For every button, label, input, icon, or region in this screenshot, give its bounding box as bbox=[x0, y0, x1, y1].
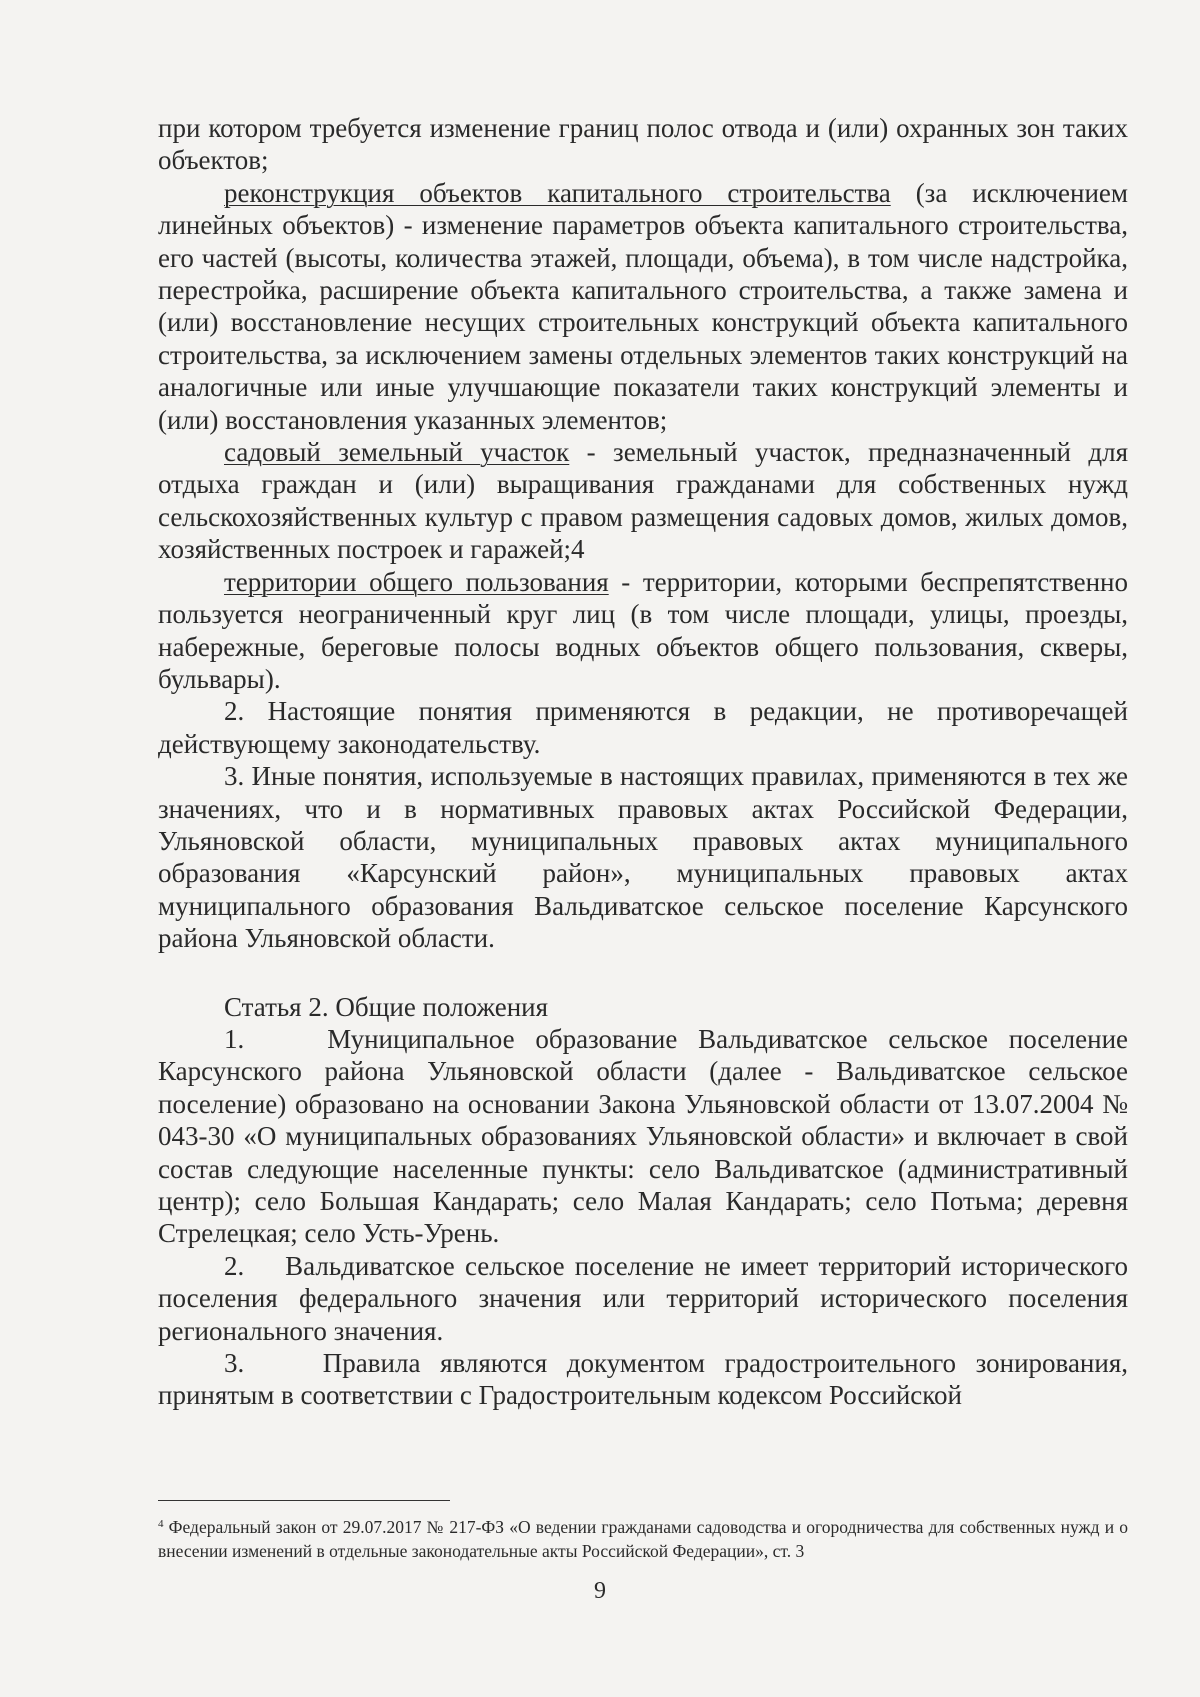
definition-public-territories bbox=[158, 566, 1128, 696]
footnote-marker: 4 bbox=[158, 1518, 164, 1530]
paragraph-continuation: при котором требуется изменение границ полос отвода и (или) охранных зон таких объектов; bbox=[158, 113, 1128, 176]
term-garden-plot: садовый земельный участок bbox=[224, 437, 570, 468]
clause-3: 3. Иные понятия, используемые в настоящих правилах, применяются в тех же значениях, что и в нормативных правовых актах Российской Федерации, Ульяновской области, муниципальных правовых актах муниципального образования «Карсунский район», муниципальных правовых актах муниципального образования Вальдиватское сельское поселение Карсунского района Ульяновской области. bbox=[158, 761, 1128, 954]
footnote-reference[interactable]: 4 bbox=[571, 534, 585, 565]
article-heading: Статья 2. Общие положения bbox=[224, 991, 549, 1022]
footnote bbox=[158, 1512, 1128, 1563]
term-public-territories: территории общего пользования bbox=[224, 566, 609, 597]
definition-garden-plot-text: - земельный участок, предназначенный для отдыха граждан и (или) выращивания гражданами для собственных нужд сельскохозяйственных культур с правом размещения садовых домов, жилых домов, хозяйственных построек и гаражей; bbox=[158, 437, 1128, 565]
definition-reconstruction-text: (за исключением линейных объектов) - изменение параметров объекта капитального строительства, его частей (высоты, количества этажей, площади, объема), в том числе надстройка, перестройка, расширение объекта капитального строительства, а также замена и (или) восстановление несущих строительных конструкций объекта капитального строительства, за исключением замены отдельных элементов таких конструкций на аналогичные или иные улучшающие показатели таких конструкций элементы и (или) восстановления указанных элементов; bbox=[158, 177, 1128, 435]
footnote-text: Федеральный закон от 29.07.2017 № 217-ФЗ «О ведении гражданами садоводства и огородничества для собственных нужд и о внесении изменений в отдельные законодательные акты Российской Федерации», ст. 3 bbox=[158, 1517, 1128, 1561]
clause-2: 2. Настоящие понятия применяются в редакции, не противоречащей действующему законодательству. bbox=[158, 696, 1128, 759]
definition-garden-plot bbox=[158, 436, 1128, 566]
section-gap bbox=[158, 955, 1128, 991]
article-2-clause-3: 3. Правила являются документом градостроительного зонирования, принятым в соответствии с Градостроительным кодексом Российской bbox=[158, 1348, 1128, 1411]
term-reconstruction: реконструкция объектов капитального строительства bbox=[224, 177, 891, 208]
article-2-clause-2: 2. Вальдиватское сельское поселение не имеет территорий исторического поселения федерального значения или территорий исторического поселения регионального значения. bbox=[158, 1250, 1128, 1346]
article-2-clause-1: 1. Муниципальное образование Вальдиватское сельское поселение Карсунского района Ульяновской области (далее - Вальдиватское сельское поселение) образовано на основании Закона Ульяновской области от 13.07.2004 № 043-30 «О муниципальных образованиях Ульяновской области» и включает в свой состав следующие населенные пункты: село Вальдиватское (административный центр); село Большая Кандарать; село Малая Кандарать; село Потьма; деревня Стрелецкая; село Усть-Урень. bbox=[158, 1023, 1128, 1249]
definition-public-territories-text: - территории, которыми беспрепятственно пользуется неограниченный круг лиц (в том числе площади, улицы, проезды, набережные, береговые полосы водных объектов общего пользования, скверы, бульвары). bbox=[158, 566, 1128, 694]
footnote-separator bbox=[158, 1500, 450, 1501]
body-text bbox=[158, 112, 1128, 1412]
definition-reconstruction bbox=[158, 177, 1128, 436]
page-number: 9 bbox=[594, 1578, 606, 1604]
